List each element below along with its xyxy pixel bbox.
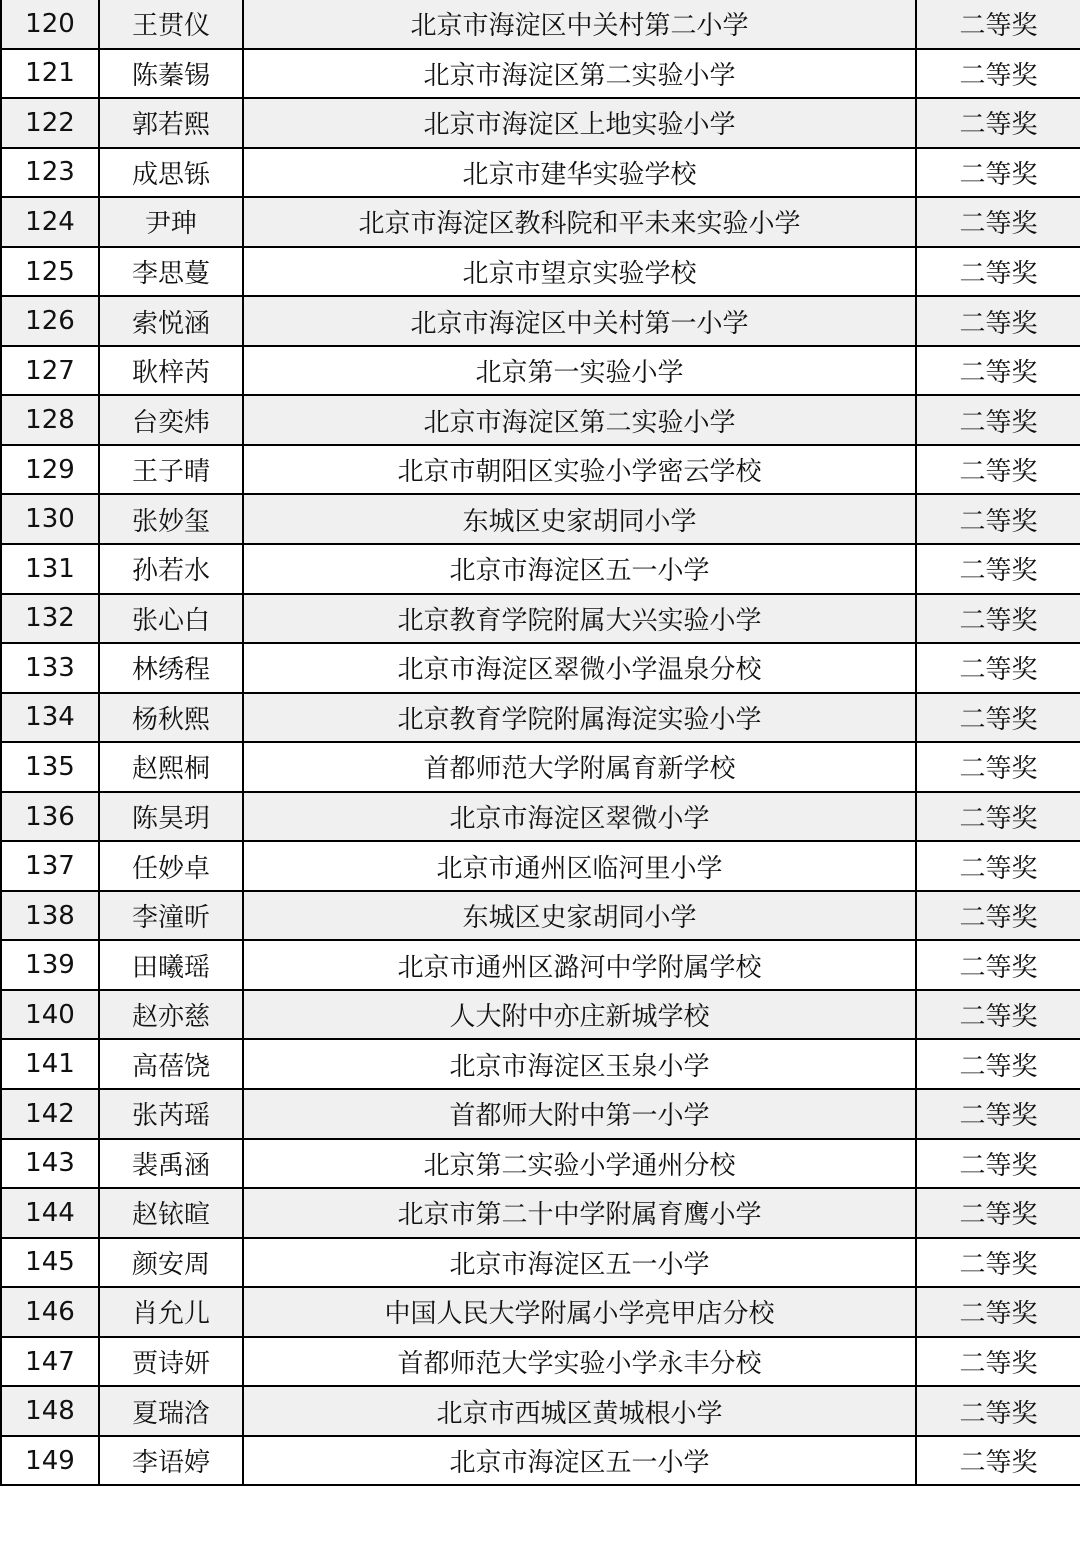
table-row	[1, 693, 1080, 743]
number-cell: 129	[1, 445, 99, 495]
name-cell: 李语婷	[99, 1436, 243, 1486]
school-cell: 北京市通州区临河里小学	[243, 841, 916, 891]
number-cell: 140	[1, 990, 99, 1040]
award-cell: 二等奖	[916, 1386, 1080, 1436]
name-cell: 孙若水	[99, 544, 243, 594]
table-row	[1, 1238, 1080, 1288]
name-cell: 赵熙桐	[99, 742, 243, 792]
award-cell: 二等奖	[916, 494, 1080, 544]
number-cell: 132	[1, 594, 99, 644]
school-cell: 北京市海淀区五一小学	[243, 544, 916, 594]
award-cell: 二等奖	[916, 1337, 1080, 1387]
name-cell: 郭若熙	[99, 98, 243, 148]
number-cell: 124	[1, 197, 99, 247]
name-cell: 陈昊玥	[99, 792, 243, 842]
table-row	[1, 1386, 1080, 1436]
name-cell: 李思蔓	[99, 247, 243, 297]
name-cell: 任妙卓	[99, 841, 243, 891]
school-cell: 北京市海淀区翠微小学	[243, 792, 916, 842]
award-cell: 二等奖	[916, 990, 1080, 1040]
name-cell: 索悦涵	[99, 296, 243, 346]
number-cell: 145	[1, 1238, 99, 1288]
table-row	[1, 98, 1080, 148]
school-cell: 北京第一实验小学	[243, 346, 916, 396]
school-cell: 北京市建华实验学校	[243, 148, 916, 198]
name-cell: 台奕炜	[99, 395, 243, 445]
award-cell: 二等奖	[916, 594, 1080, 644]
table-row	[1, 1139, 1080, 1189]
number-cell: 146	[1, 1287, 99, 1337]
number-cell: 143	[1, 1139, 99, 1189]
number-cell: 136	[1, 792, 99, 842]
number-cell: 125	[1, 247, 99, 297]
award-cell: 二等奖	[916, 841, 1080, 891]
table-row	[1, 445, 1080, 495]
name-cell: 张妙玺	[99, 494, 243, 544]
number-cell: 135	[1, 742, 99, 792]
award-table-body	[1, 0, 1080, 1485]
table-row	[1, 346, 1080, 396]
number-cell: 137	[1, 841, 99, 891]
award-cell: 二等奖	[916, 1089, 1080, 1139]
table-row	[1, 494, 1080, 544]
name-cell: 李潼昕	[99, 891, 243, 941]
name-cell: 贾诗妍	[99, 1337, 243, 1387]
table-row	[1, 643, 1080, 693]
number-cell: 142	[1, 1089, 99, 1139]
award-cell: 二等奖	[916, 346, 1080, 396]
name-cell: 耿梓芮	[99, 346, 243, 396]
number-cell: 144	[1, 1188, 99, 1238]
number-cell: 134	[1, 693, 99, 743]
school-cell: 北京市海淀区上地实验小学	[243, 98, 916, 148]
school-cell: 中国人民大学附属小学亮甲店分校	[243, 1287, 916, 1337]
table-row	[1, 594, 1080, 644]
school-cell: 人大附中亦庄新城学校	[243, 990, 916, 1040]
table-row	[1, 1337, 1080, 1387]
school-cell: 首都师范大学附属育新学校	[243, 742, 916, 792]
table-row	[1, 940, 1080, 990]
number-cell: 148	[1, 1386, 99, 1436]
award-cell: 二等奖	[916, 544, 1080, 594]
table-row	[1, 1436, 1080, 1486]
name-cell: 张心白	[99, 594, 243, 644]
award-cell: 二等奖	[916, 1436, 1080, 1486]
name-cell: 赵铱暄	[99, 1188, 243, 1238]
table-row	[1, 544, 1080, 594]
award-cell: 二等奖	[916, 742, 1080, 792]
table-row	[1, 1089, 1080, 1139]
award-cell: 二等奖	[916, 1139, 1080, 1189]
number-cell: 123	[1, 148, 99, 198]
award-cell: 二等奖	[916, 445, 1080, 495]
award-cell: 二等奖	[916, 1238, 1080, 1288]
school-cell: 北京市海淀区中关村第二小学	[243, 0, 916, 49]
number-cell: 147	[1, 1337, 99, 1387]
school-cell: 北京市通州区潞河中学附属学校	[243, 940, 916, 990]
award-cell: 二等奖	[916, 693, 1080, 743]
award-cell: 二等奖	[916, 395, 1080, 445]
school-cell: 北京教育学院附属大兴实验小学	[243, 594, 916, 644]
award-cell: 二等奖	[916, 296, 1080, 346]
name-cell: 张芮瑶	[99, 1089, 243, 1139]
name-cell: 肖允儿	[99, 1287, 243, 1337]
name-cell: 成思铄	[99, 148, 243, 198]
table-row	[1, 891, 1080, 941]
table-row	[1, 792, 1080, 842]
number-cell: 139	[1, 940, 99, 990]
name-cell: 颜安周	[99, 1238, 243, 1288]
school-cell: 北京市海淀区翠微小学温泉分校	[243, 643, 916, 693]
number-cell: 122	[1, 98, 99, 148]
school-cell: 北京第二实验小学通州分校	[243, 1139, 916, 1189]
number-cell: 141	[1, 1039, 99, 1089]
school-cell: 北京市海淀区五一小学	[243, 1436, 916, 1486]
award-cell: 二等奖	[916, 1188, 1080, 1238]
school-cell: 首都师大附中第一小学	[243, 1089, 916, 1139]
school-cell: 北京教育学院附属海淀实验小学	[243, 693, 916, 743]
name-cell: 赵亦慈	[99, 990, 243, 1040]
table-row	[1, 296, 1080, 346]
award-cell: 二等奖	[916, 643, 1080, 693]
number-cell: 120	[1, 0, 99, 49]
number-cell: 126	[1, 296, 99, 346]
school-cell: 北京市海淀区中关村第一小学	[243, 296, 916, 346]
school-cell: 北京市海淀区第二实验小学	[243, 395, 916, 445]
award-cell: 二等奖	[916, 148, 1080, 198]
school-cell: 北京市望京实验学校	[243, 247, 916, 297]
number-cell: 138	[1, 891, 99, 941]
name-cell: 林绣程	[99, 643, 243, 693]
name-cell: 田曦瑶	[99, 940, 243, 990]
table-row	[1, 49, 1080, 99]
name-cell: 王子晴	[99, 445, 243, 495]
award-cell: 二等奖	[916, 247, 1080, 297]
school-cell: 北京市海淀区第二实验小学	[243, 49, 916, 99]
table-row	[1, 197, 1080, 247]
school-cell: 北京市海淀区五一小学	[243, 1238, 916, 1288]
name-cell: 陈蓁锡	[99, 49, 243, 99]
table-row	[1, 247, 1080, 297]
school-cell: 北京市西城区黄城根小学	[243, 1386, 916, 1436]
school-cell: 北京市朝阳区实验小学密云学校	[243, 445, 916, 495]
name-cell: 夏瑞浛	[99, 1386, 243, 1436]
number-cell: 128	[1, 395, 99, 445]
number-cell: 133	[1, 643, 99, 693]
table-row	[1, 742, 1080, 792]
number-cell: 130	[1, 494, 99, 544]
school-cell: 北京市第二十中学附属育鹰小学	[243, 1188, 916, 1238]
award-cell: 二等奖	[916, 0, 1080, 49]
number-cell: 131	[1, 544, 99, 594]
name-cell: 裴禹涵	[99, 1139, 243, 1189]
name-cell: 高蓓饶	[99, 1039, 243, 1089]
number-cell: 149	[1, 1436, 99, 1486]
number-cell: 127	[1, 346, 99, 396]
school-cell: 东城区史家胡同小学	[243, 891, 916, 941]
table-row	[1, 1188, 1080, 1238]
name-cell: 尹珅	[99, 197, 243, 247]
table-row	[1, 148, 1080, 198]
table-row	[1, 990, 1080, 1040]
award-cell: 二等奖	[916, 197, 1080, 247]
table-row	[1, 0, 1080, 49]
award-cell: 二等奖	[916, 891, 1080, 941]
award-cell: 二等奖	[916, 1287, 1080, 1337]
award-cell: 二等奖	[916, 940, 1080, 990]
table-row	[1, 1039, 1080, 1089]
name-cell: 杨秋熙	[99, 693, 243, 743]
table-row	[1, 841, 1080, 891]
name-cell: 王贯仪	[99, 0, 243, 49]
award-cell: 二等奖	[916, 1039, 1080, 1089]
table-row	[1, 1287, 1080, 1337]
school-cell: 东城区史家胡同小学	[243, 494, 916, 544]
award-cell: 二等奖	[916, 792, 1080, 842]
table-row	[1, 395, 1080, 445]
award-cell: 二等奖	[916, 98, 1080, 148]
school-cell: 北京市海淀区教科院和平未来实验小学	[243, 197, 916, 247]
number-cell: 121	[1, 49, 99, 99]
school-cell: 首都师范大学实验小学永丰分校	[243, 1337, 916, 1387]
award-cell: 二等奖	[916, 49, 1080, 99]
school-cell: 北京市海淀区玉泉小学	[243, 1039, 916, 1089]
